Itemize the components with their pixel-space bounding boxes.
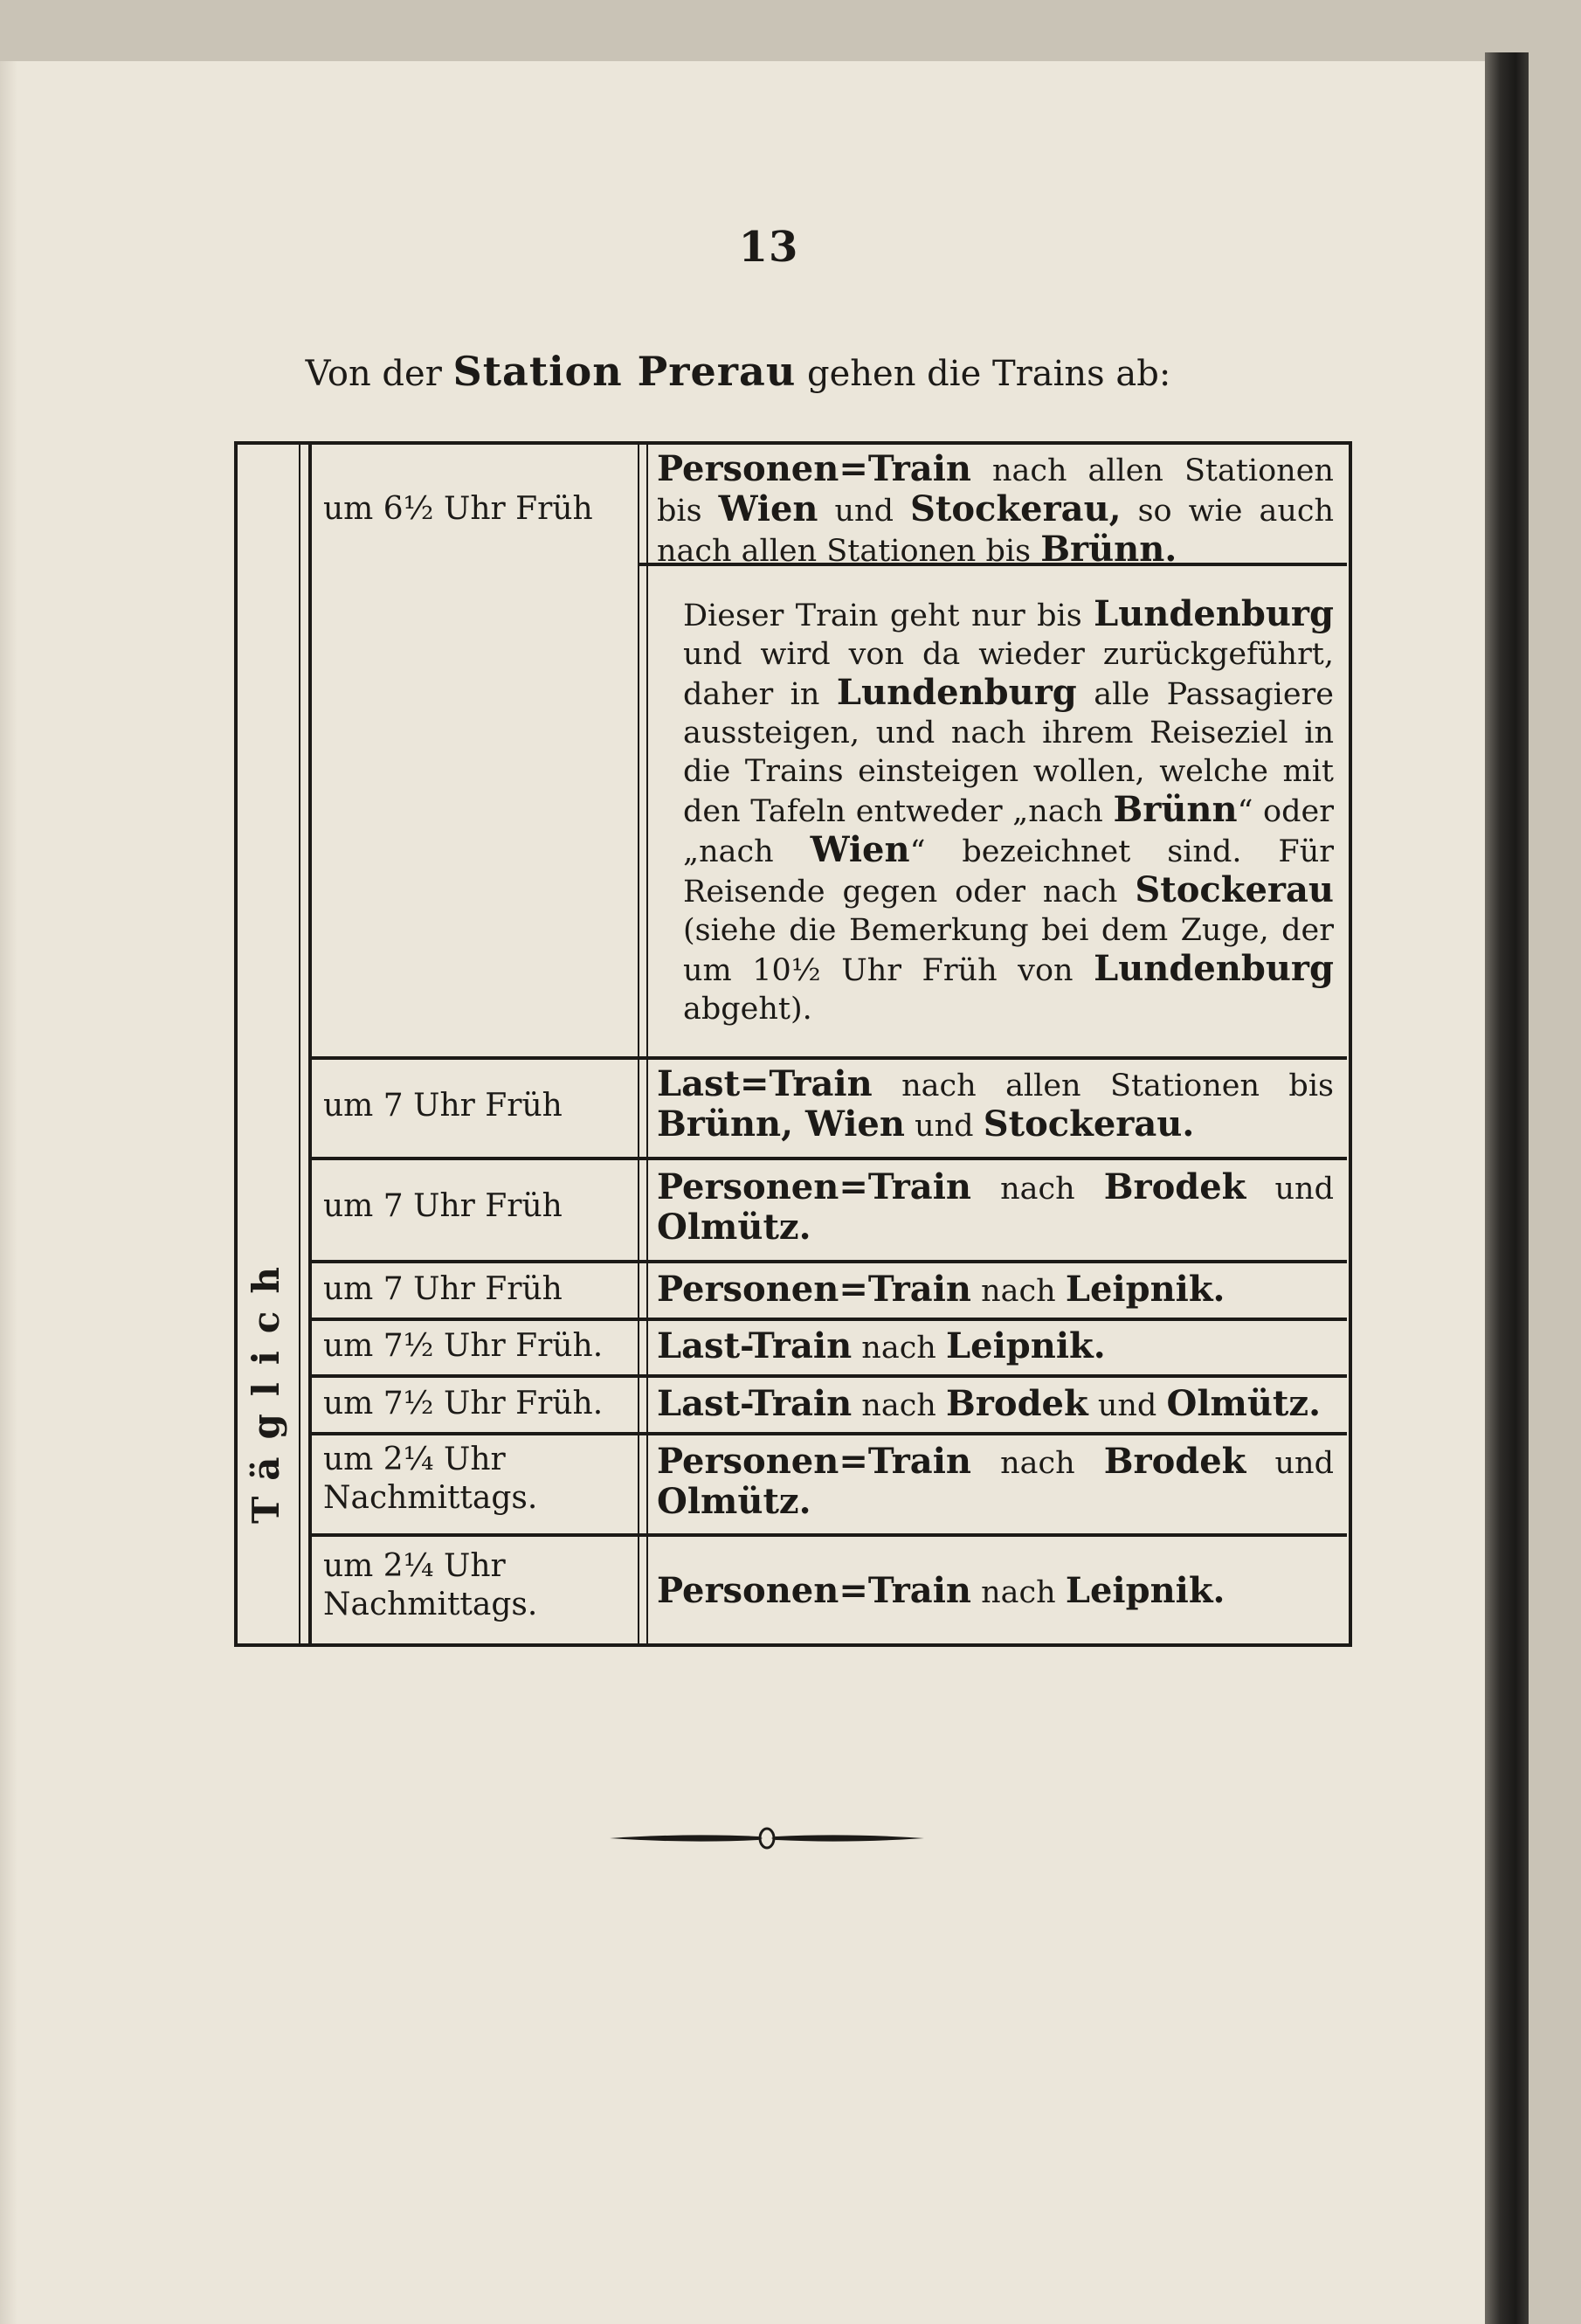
train-description: Personen=Train nach Leipnik. <box>657 1570 1225 1611</box>
row-rule <box>312 1374 1347 1378</box>
page-heading: Von der Station Prerau gehen die Trains ab: <box>305 348 1171 395</box>
row-rule <box>312 1432 1347 1435</box>
row-rule <box>312 1533 1347 1537</box>
departure-time: um 6½ Uhr Früh <box>323 491 593 527</box>
book-spine <box>1485 52 1529 2324</box>
train-description: Personen=Train nach Brodek und Olmütz. <box>657 1166 1334 1248</box>
page-gutter-shadow <box>0 61 17 2324</box>
train-description: Last=Train nach allen Stationen bis Brünn, Wien und Stockerau. <box>657 1063 1334 1145</box>
daily-label: Täglich <box>245 1249 287 1524</box>
row-rule <box>312 1318 1347 1321</box>
departure-time: um 7 Uhr Früh <box>323 1088 563 1124</box>
departure-time: um 7½ Uhr Früh. <box>323 1328 604 1364</box>
page-number: 13 <box>738 223 799 272</box>
departure-time: um 2¼ Uhr Nachmittags. <box>323 1548 538 1622</box>
row-rule <box>312 1260 1347 1263</box>
departure-table <box>234 441 1352 1647</box>
train-description: Personen=Train nach Brodek und Olmütz. <box>657 1441 1334 1522</box>
train-description: Last-Train nach Leipnik. <box>657 1325 1106 1366</box>
column-separator <box>638 445 648 1643</box>
row-rule <box>312 1157 1347 1160</box>
train-note: Dieser Train geht nur bis Lundenburg und wird von da wieder zurückgeführt, daher in Lundenburg alle Passagiere aussteigen, und nach ihrem Reiseziel in die Trains einsteigen wollen, welche mit den Tafeln entweder „nach Brünn“ oder „nach Wien“ bezeichnet sind. Für Reisende gegen oder nach Stockerau (siehe die Bemerkung bei dem Zuge, der um 10½ Uhr Früh von Lundenburg abgeht). <box>683 593 1334 1027</box>
departure-time: um 7 Uhr Früh <box>323 1188 563 1224</box>
ornament-divider <box>610 1826 924 1850</box>
train-description: Last-Train nach Brodek und Olmütz. <box>657 1383 1322 1424</box>
heading-station: Station Prerau <box>452 348 797 395</box>
train-description: Personen=Train nach Leipnik. <box>657 1269 1225 1310</box>
departure-time: um 7½ Uhr Früh. <box>323 1386 604 1421</box>
row-rule <box>312 1056 1347 1060</box>
departure-time: um 2¼ Uhr Nachmittags. <box>323 1442 538 1516</box>
train-description: Personen=Train nach allen Stationen bis Wien und Stockerau, so wie auch nach allen Stationen bis Brünn. <box>657 448 1334 570</box>
departure-time: um 7 Uhr Früh <box>323 1271 563 1307</box>
